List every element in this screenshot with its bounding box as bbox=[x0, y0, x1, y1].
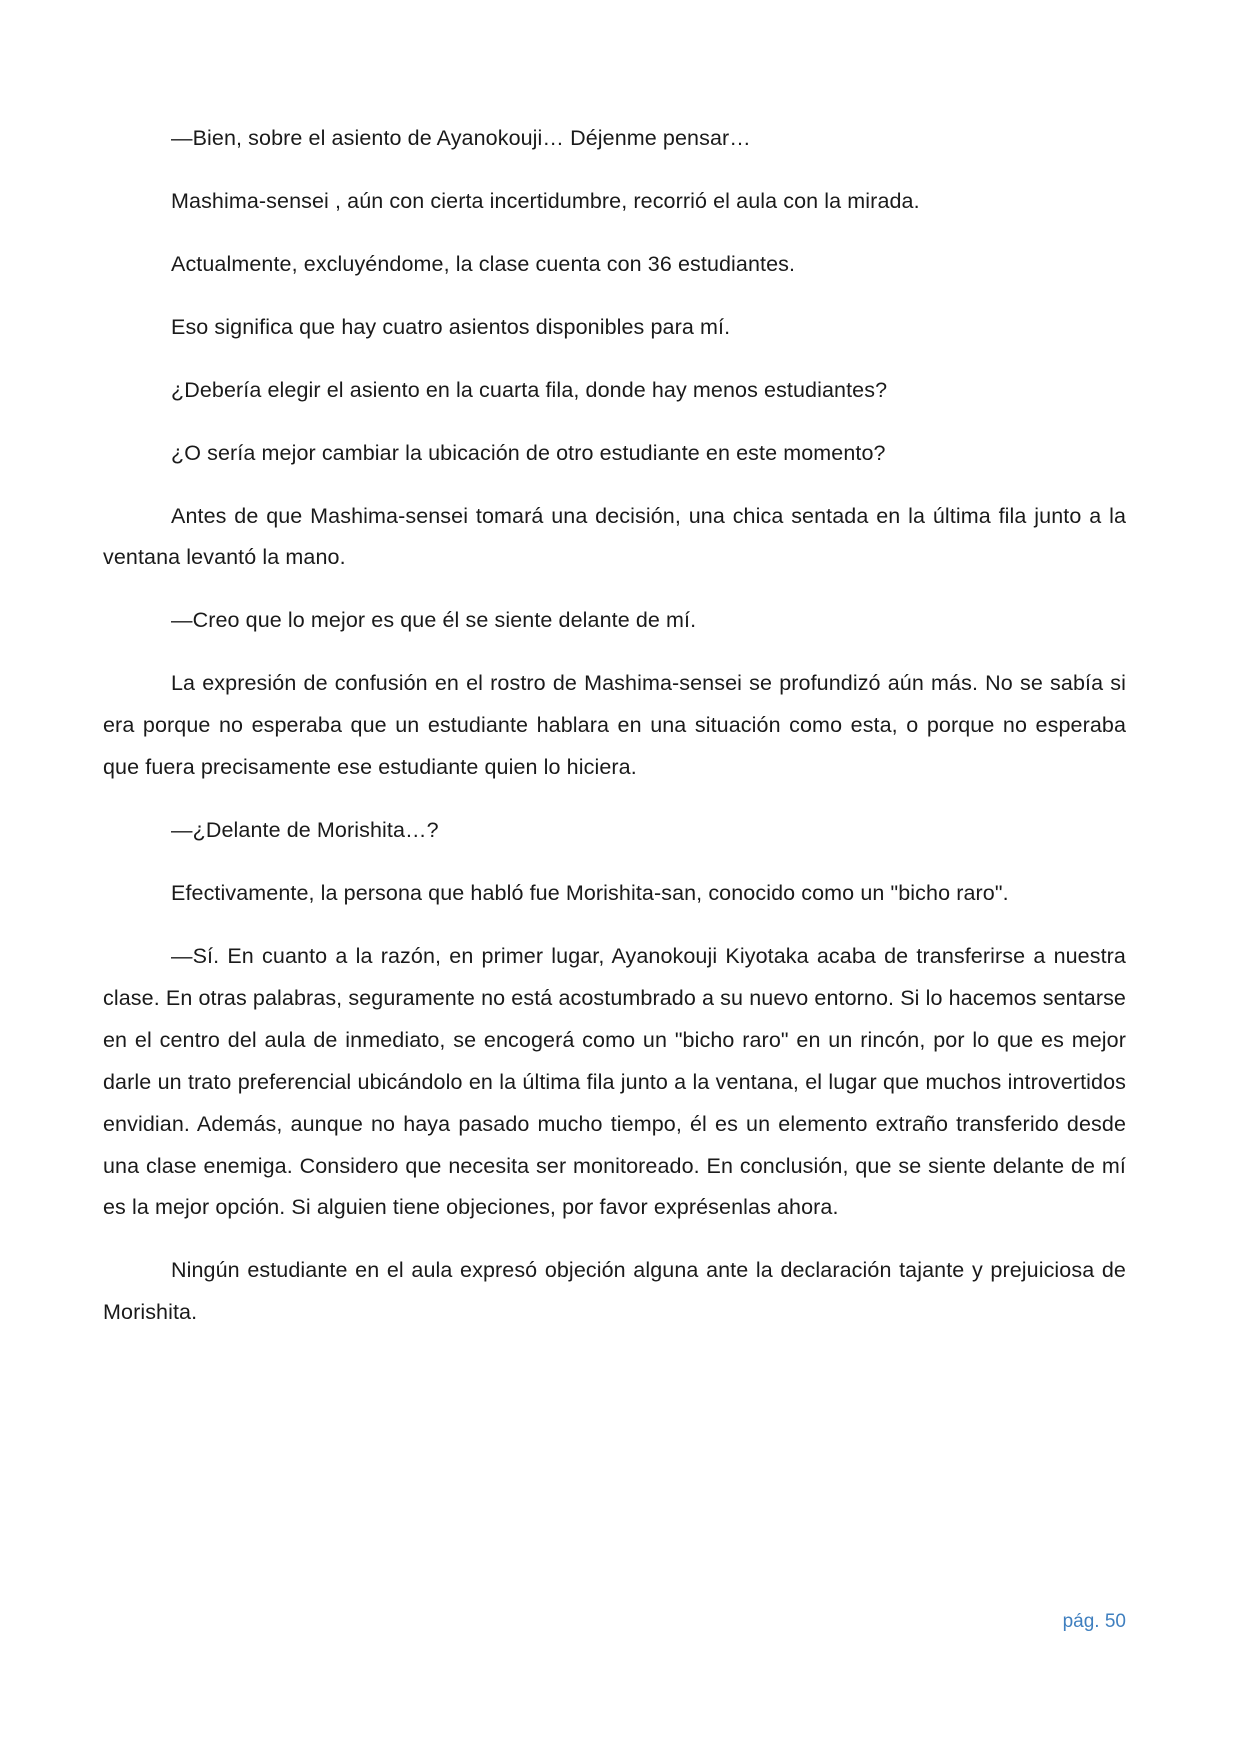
paragraph: —Bien, sobre el asiento de Ayanokouji… Déjenme pensar… bbox=[171, 126, 751, 150]
paragraph: Efectivamente, la persona que habló fue Morishita-san, conocido como un "bicho raro". bbox=[171, 880, 1009, 905]
paragraph: Ningún estudiante en el aula expresó objeción alguna ante la declaración tajante y prejuiciosa de Morishita. bbox=[103, 1258, 1126, 1325]
paragraph: Actualmente, excluyéndome, la clase cuenta con 36 estudiantes. bbox=[171, 251, 796, 276]
paragraph: —¿Delante de Morishita…? bbox=[171, 818, 439, 843]
paragraph: —Sí. En cuanto a la razón, en primer lugar, Ayanokouji Kiyotaka acaba de transferirse a nuestra clase. En otras palabras, seguramente no está acostumbrado a su nuevo entorno. Si lo hacemos sentarse en el centro del aula de inmediato, se encogerá como un "bicho raro" en un rincón, por lo que es mejor darle un trato preferencial ubicándolo en la última fila junto a la ventana, el lugar que muchos introvertidos envidian. Además, aunque no haya pasado mucho tiempo, él es un elemento extraño transferido desde una clase enemiga. Considero que necesita ser monitoreado. En conclusión, que se siente delante de mí es la mejor opción. Si alguien tiene objeciones, por favor exprésenlas ahora. bbox=[103, 943, 1126, 1220]
paragraph: ¿O sería mejor cambiar la ubicación de otro estudiante en este momento? bbox=[171, 440, 886, 465]
paragraph: La expresión de confusión en el rostro de Mashima-sensei se profundizó aún más. No se sabía si era porque no esperaba que un estudiante hablara en una situación como esta, o porque no esperaba que fuera precisamente ese estudiante quien lo hiciera. bbox=[103, 671, 1126, 780]
paragraph: ¿Debería elegir el asiento en la cuarta fila, donde hay menos estudiantes? bbox=[171, 377, 888, 402]
paragraph: Antes de que Mashima-sensei tomará una decisión, una chica sentada en la última fila junto a la ventana levantó la mano. bbox=[103, 503, 1126, 570]
paragraph: Mashima-sensei , aún con cierta incertidumbre, recorrió el aula con la mirada. bbox=[171, 188, 920, 213]
body-text-container bbox=[103, 118, 1126, 1334]
page-number-footer: pág. 50 bbox=[1062, 1611, 1126, 1632]
paragraph: —Creo que lo mejor es que él se siente delante de mí. bbox=[171, 608, 697, 633]
paragraph: Eso significa que hay cuatro asientos disponibles para mí. bbox=[171, 314, 731, 339]
